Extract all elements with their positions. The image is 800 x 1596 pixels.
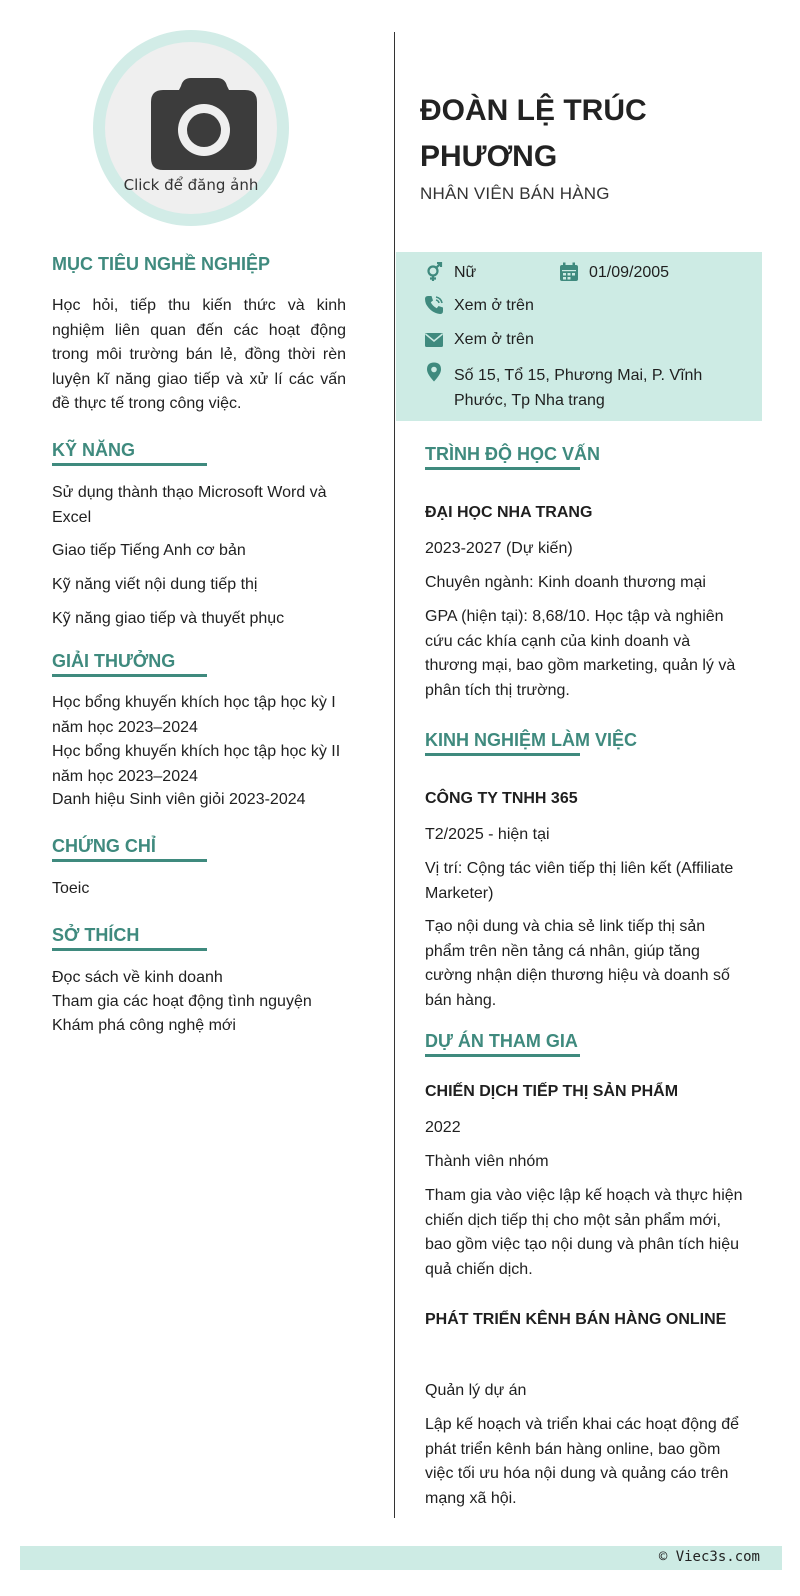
experience-period: T2/2025 - hiện tại bbox=[425, 826, 550, 843]
job-title: NHÂN VIÊN BÁN HÀNG bbox=[420, 184, 610, 203]
objective-text: Học hỏi, tiếp thu kiến thức và kinh nghiệm liên quan đến các hoạt động trong môi trường bán lẻ, đồng thời rèn luyện kĩ năng giao tiếp và xử lí các vấn đề thực tế trong công việc. bbox=[52, 297, 346, 412]
location-icon bbox=[424, 362, 444, 382]
education-period: 2023-2027 (Dự kiến) bbox=[425, 540, 573, 557]
project-description: Tham gia vào việc lập kế hoạch và thực hiện chiến dịch tiếp thị cho một sản phẩm mới, bao gồm việc tạo nội dung và phân tích hiệu quả chiến dịch. bbox=[425, 1187, 743, 1278]
phone-value: Xem ở trên bbox=[454, 297, 534, 314]
project-description: Lập kế hoạch và triển khai các hoạt động để phát triển kênh bán hàng online, bao gồm việc tối ưu hóa nội dung và quảng cáo trên mạng xã hội. bbox=[425, 1416, 739, 1507]
footer-credit: © Viec3s.com bbox=[658, 1549, 760, 1565]
column-divider bbox=[394, 32, 395, 1518]
address-value: Số 15, Tổ 15, Phương Mai, P. Vĩnh Phước, Tp Nha trang bbox=[454, 367, 703, 409]
calendar-icon bbox=[559, 262, 579, 282]
avatar-upload[interactable] bbox=[93, 30, 289, 226]
certificate-item: Toeic bbox=[52, 880, 90, 897]
education-major: Chuyên ngành: Kinh doanh thương mại bbox=[425, 574, 706, 591]
hobby-item: Khám phá công nghệ mới bbox=[52, 1017, 236, 1034]
skills-title: KỸ NĂNG bbox=[52, 440, 136, 460]
avatar-placeholder[interactable] bbox=[105, 42, 277, 214]
awards-underline bbox=[52, 674, 207, 677]
project-role: Quản lý dự án bbox=[425, 1382, 527, 1399]
awards-title: GIẢI THƯỞNG bbox=[52, 651, 176, 671]
birthdate-value: 01/09/2005 bbox=[589, 264, 670, 281]
hobby-item: Đọc sách về kinh doanh bbox=[52, 969, 223, 986]
project-name: CHIẾN DỊCH TIẾP THỊ SẢN PHẨM bbox=[425, 1083, 679, 1100]
email-icon bbox=[424, 330, 444, 350]
hobbies-underline bbox=[52, 948, 207, 951]
education-school: ĐẠI HỌC NHA TRANG bbox=[425, 504, 593, 521]
experience-title: KINH NGHIỆM LÀM VIỆC bbox=[425, 730, 638, 750]
experience-company: CÔNG TY TNHH 365 bbox=[425, 790, 578, 807]
camera-icon bbox=[151, 78, 257, 170]
hobbies-title: SỞ THÍCH bbox=[52, 925, 140, 945]
education-description: GPA (hiện tại): 8,68/10. Học tập và nghiên cứu các khía cạnh của kinh doanh và thương mại, bao gồm marketing, quản lý và phân tích thị trường. bbox=[425, 608, 736, 699]
projects-title: DỰ ÁN THAM GIA bbox=[425, 1031, 578, 1051]
certificates-title: CHỨNG CHỈ bbox=[52, 836, 156, 856]
skill-item: Sử dụng thành thạo Microsoft Word và Excel bbox=[52, 484, 327, 526]
phone-icon bbox=[424, 295, 444, 315]
project-role: Thành viên nhóm bbox=[425, 1153, 549, 1170]
skill-item: Giao tiếp Tiếng Anh cơ bản bbox=[52, 542, 246, 559]
experience-description: Tạo nội dung và chia sẻ link tiếp thị sản phẩm trên nền tảng cá nhân, giúp tăng cường nhận diện thương hiệu và doanh số bán hàng. bbox=[425, 918, 730, 1009]
email-value: Xem ở trên bbox=[454, 331, 534, 348]
certificates-underline bbox=[52, 859, 207, 862]
project-year: 2022 bbox=[425, 1119, 461, 1136]
experience-position: Vị trí: Cộng tác viên tiếp thị liên kết (Affiliate Marketer) bbox=[425, 860, 734, 902]
skill-item: Kỹ năng giao tiếp và thuyết phục bbox=[52, 610, 285, 627]
projects-underline bbox=[425, 1054, 580, 1057]
skills-underline bbox=[52, 463, 207, 466]
hobby-item: Tham gia các hoạt động tình nguyện bbox=[52, 993, 312, 1010]
award-item: Danh hiệu Sinh viên giỏi 2023-2024 bbox=[52, 791, 306, 808]
footer-bar bbox=[20, 1546, 782, 1570]
award-item: Học bổng khuyến khích học tập học kỳ II năm học 2023–2024 bbox=[52, 743, 341, 785]
candidate-name: ĐOÀN LỆ TRÚC PHƯƠNG bbox=[420, 94, 647, 173]
contact-info-box bbox=[396, 252, 762, 421]
skill-item: Kỹ năng viết nội dung tiếp thị bbox=[52, 576, 258, 593]
experience-underline bbox=[425, 753, 580, 756]
gender-value: Nữ bbox=[454, 264, 477, 281]
award-item: Học bổng khuyến khích học tập học kỳ I năm học 2023–2024 bbox=[52, 694, 336, 736]
gender-icon bbox=[424, 262, 444, 282]
objective-title: MỤC TIÊU NGHỀ NGHIỆP bbox=[52, 254, 271, 274]
education-underline bbox=[425, 467, 580, 470]
project-name: PHÁT TRIỂN KÊNH BÁN HÀNG ONLINE bbox=[425, 1311, 727, 1328]
education-title: TRÌNH ĐỘ HỌC VẤN bbox=[425, 444, 600, 464]
avatar-upload-label: Click để đăng ảnh bbox=[123, 176, 259, 194]
